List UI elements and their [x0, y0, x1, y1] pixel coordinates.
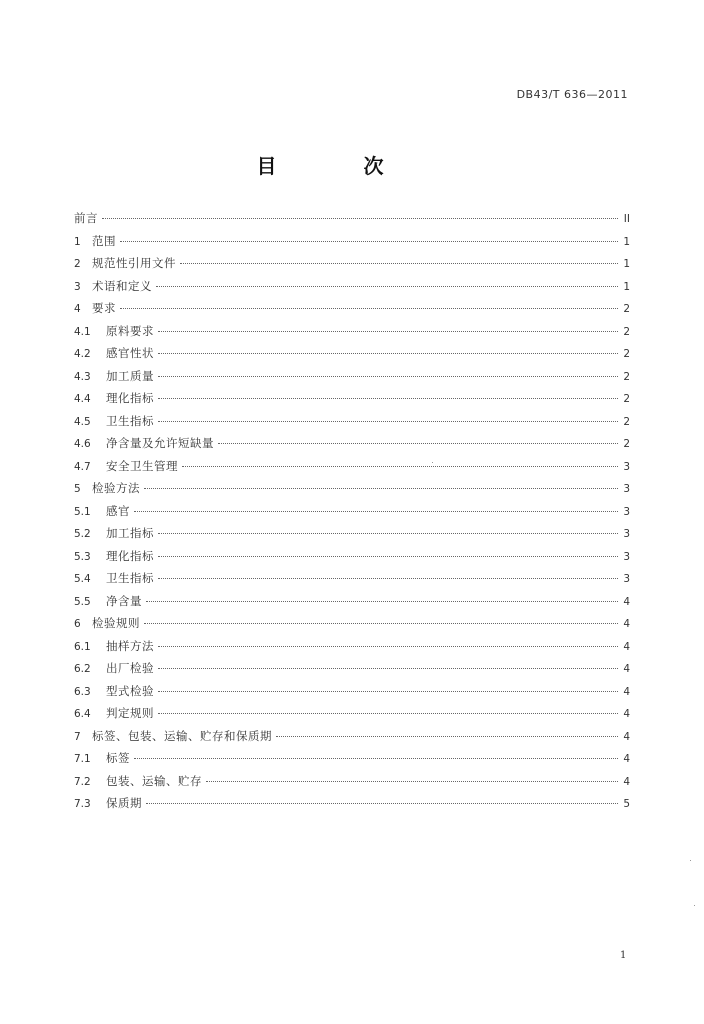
- toc-entry-title: 净含量: [106, 593, 142, 608]
- toc-entry-number: 5.3: [74, 550, 91, 563]
- toc-entry-title: 加工质量: [106, 368, 154, 383]
- dot-leader: [158, 421, 618, 422]
- toc-entry: [74, 593, 630, 616]
- scan-speck: [694, 905, 695, 906]
- toc-entry-number: 7.2: [74, 775, 91, 788]
- toc-entry-number: 4.4: [74, 393, 91, 405]
- toc-entry-page: 1: [623, 280, 630, 293]
- toc-entry: [74, 278, 630, 301]
- dot-leader: [144, 488, 618, 489]
- toc-entry-title: 判定规则: [106, 706, 154, 720]
- toc-entry-number: 4.7: [74, 460, 91, 473]
- toc-entry-number: 6.4: [74, 708, 91, 720]
- toc-entry-number: 7.3: [74, 798, 91, 810]
- dot-leader: [144, 623, 618, 624]
- dot-leader: [158, 331, 618, 332]
- toc-entry-page: 4: [623, 708, 630, 720]
- dot-leader: [158, 668, 618, 669]
- toc-entry-title: 要求: [92, 301, 116, 315]
- toc-entry: [74, 480, 630, 503]
- toc-entry-page: 3: [623, 505, 630, 518]
- toc-entry-page: 4: [623, 753, 630, 765]
- toc-entry: [74, 728, 630, 751]
- toc-entry: [74, 615, 630, 638]
- dot-leader: [158, 691, 618, 692]
- toc-entry: [74, 368, 630, 391]
- toc-entry-title: 净含量及允许短缺量: [106, 436, 214, 450]
- toc-entry-page: 3: [623, 483, 630, 495]
- toc-entry: [74, 705, 630, 728]
- toc-entry-number: 3: [74, 280, 81, 293]
- toc-entry-page: 2: [623, 370, 630, 383]
- toc-entry-title: 检验规则: [92, 616, 140, 630]
- dot-leader: [218, 443, 618, 444]
- dot-leader: [156, 286, 618, 287]
- toc-entry-page: II: [623, 213, 630, 225]
- toc-entry: [74, 548, 630, 571]
- dot-leader: [158, 646, 618, 647]
- toc-entry-number: 5: [74, 483, 81, 495]
- toc-entry-title: 感官性状: [106, 346, 154, 360]
- toc-entry-page: 4: [623, 595, 630, 608]
- toc-entry-number: 7.1: [74, 753, 91, 765]
- toc-entry: [74, 390, 630, 413]
- toc-entry: [74, 570, 630, 593]
- toc-entry-title: 术语和定义: [92, 278, 152, 293]
- toc-entry-page: 4: [623, 775, 630, 788]
- toc-entry-page: 3: [623, 550, 630, 563]
- toc-entry-number: 4: [74, 303, 81, 315]
- toc-entry: [74, 255, 630, 278]
- toc-entry: [74, 345, 630, 368]
- toc-entry-page: 2: [623, 393, 630, 405]
- toc-entry-number: 5.1: [74, 505, 91, 518]
- toc-entry-number: 4.2: [74, 348, 91, 360]
- toc-entry-number: 4.1: [74, 325, 91, 338]
- dot-leader: [158, 533, 618, 534]
- toc-entry-page: 4: [623, 663, 630, 675]
- toc-entry-title: 规范性引用文件: [92, 256, 176, 270]
- toc-entry: [74, 413, 630, 436]
- dot-leader: [182, 466, 618, 467]
- toc-entry-title: 感官: [106, 503, 130, 518]
- toc-entry-title: 型式检验: [106, 683, 154, 698]
- toc-entry-page: 5: [623, 798, 630, 810]
- dot-leader: [158, 376, 618, 377]
- dot-leader: [120, 241, 618, 242]
- toc-entry-page: 3: [623, 460, 630, 473]
- dot-leader: [158, 353, 618, 354]
- toc-entry-number: 4.3: [74, 370, 91, 383]
- toc-entry-page: 1: [623, 235, 630, 248]
- toc-entry: [74, 525, 630, 548]
- toc-entry-title: 包装、运输、贮存: [106, 773, 202, 788]
- toc-entry-title: 卫生指标: [106, 413, 154, 428]
- dot-leader: [102, 218, 618, 219]
- dot-leader: [206, 781, 618, 782]
- toc-entry-page: 3: [623, 528, 630, 540]
- toc-entry-title: 保质期: [106, 796, 142, 810]
- toc-entry-number: 7: [74, 730, 81, 743]
- document-code: DB43/T 636—2011: [516, 88, 628, 101]
- toc-entry-title: 出厂检验: [106, 661, 154, 675]
- toc-entry-number: 4.5: [74, 415, 91, 428]
- toc-entry-number: 5.5: [74, 595, 91, 608]
- toc-entry-title: 理化指标: [106, 391, 154, 405]
- page-title: 目 次: [256, 154, 424, 178]
- toc-entry-number: 5.2: [74, 528, 91, 540]
- dot-leader: [146, 803, 618, 804]
- dot-leader: [134, 758, 618, 759]
- toc-entry: [74, 435, 630, 458]
- toc-entry-page: 3: [623, 573, 630, 585]
- dot-leader: [180, 263, 618, 264]
- toc-entry: [74, 458, 630, 481]
- toc-entry-number: 2: [74, 258, 81, 270]
- toc-entry: [74, 795, 630, 818]
- toc-entry-number: 6.1: [74, 640, 91, 653]
- toc-entry: [74, 750, 630, 773]
- toc-entry-title: 卫生指标: [106, 571, 154, 585]
- toc-entry: [74, 638, 630, 661]
- toc-entry-page: 1: [623, 258, 630, 270]
- toc-entry-number: 4.6: [74, 438, 91, 450]
- toc-entry: [74, 503, 630, 526]
- toc-entry: [74, 300, 630, 323]
- toc-entry-page: 2: [623, 415, 630, 428]
- toc-entry-page: 4: [623, 640, 630, 653]
- toc-entry-page: 2: [623, 348, 630, 360]
- toc-entry-page: 4: [623, 618, 630, 630]
- dot-leader: [158, 713, 618, 714]
- toc-entry-title: 标签: [106, 751, 130, 765]
- toc-entry-number: 6.3: [74, 685, 91, 698]
- scan-speck: [690, 860, 691, 861]
- toc-entry: [74, 233, 630, 256]
- toc-entry-page: 2: [623, 325, 630, 338]
- dot-leader: [146, 601, 618, 602]
- toc-entry-title: 范围: [92, 233, 116, 248]
- toc-entry: [74, 323, 630, 346]
- toc-entry-page: 2: [623, 438, 630, 450]
- toc-entry-title: 加工指标: [106, 526, 154, 540]
- toc-entry-title: 抽样方法: [106, 638, 154, 653]
- toc-entry-title: 原料要求: [106, 323, 154, 338]
- toc-entry: [74, 210, 630, 233]
- toc-entry-page: 4: [623, 730, 630, 743]
- toc-entry: [74, 773, 630, 796]
- toc-entry-number: 5.4: [74, 573, 91, 585]
- toc-entry: [74, 683, 630, 706]
- scan-speck: [432, 462, 433, 463]
- toc-entry-number: 6: [74, 618, 81, 630]
- page-number: 1: [620, 950, 627, 961]
- toc-entry-title: 安全卫生管理: [106, 458, 178, 473]
- dot-leader: [158, 578, 618, 579]
- dot-leader: [134, 511, 618, 512]
- toc-entry-page: 2: [623, 303, 630, 315]
- toc-entry-number: 1: [74, 235, 81, 248]
- toc-entry: [74, 660, 630, 683]
- table-of-contents: [74, 210, 630, 818]
- toc-entry-title: 前言: [74, 211, 98, 225]
- dot-leader: [276, 736, 618, 737]
- dot-leader: [158, 398, 618, 399]
- toc-entry-title: 检验方法: [92, 481, 140, 495]
- dot-leader: [158, 556, 618, 557]
- toc-entry-number: 6.2: [74, 663, 91, 675]
- toc-entry-page: 4: [623, 685, 630, 698]
- toc-entry-title: 标签、包装、运输、贮存和保质期: [92, 728, 272, 743]
- toc-entry-title: 理化指标: [106, 548, 154, 563]
- dot-leader: [120, 308, 618, 309]
